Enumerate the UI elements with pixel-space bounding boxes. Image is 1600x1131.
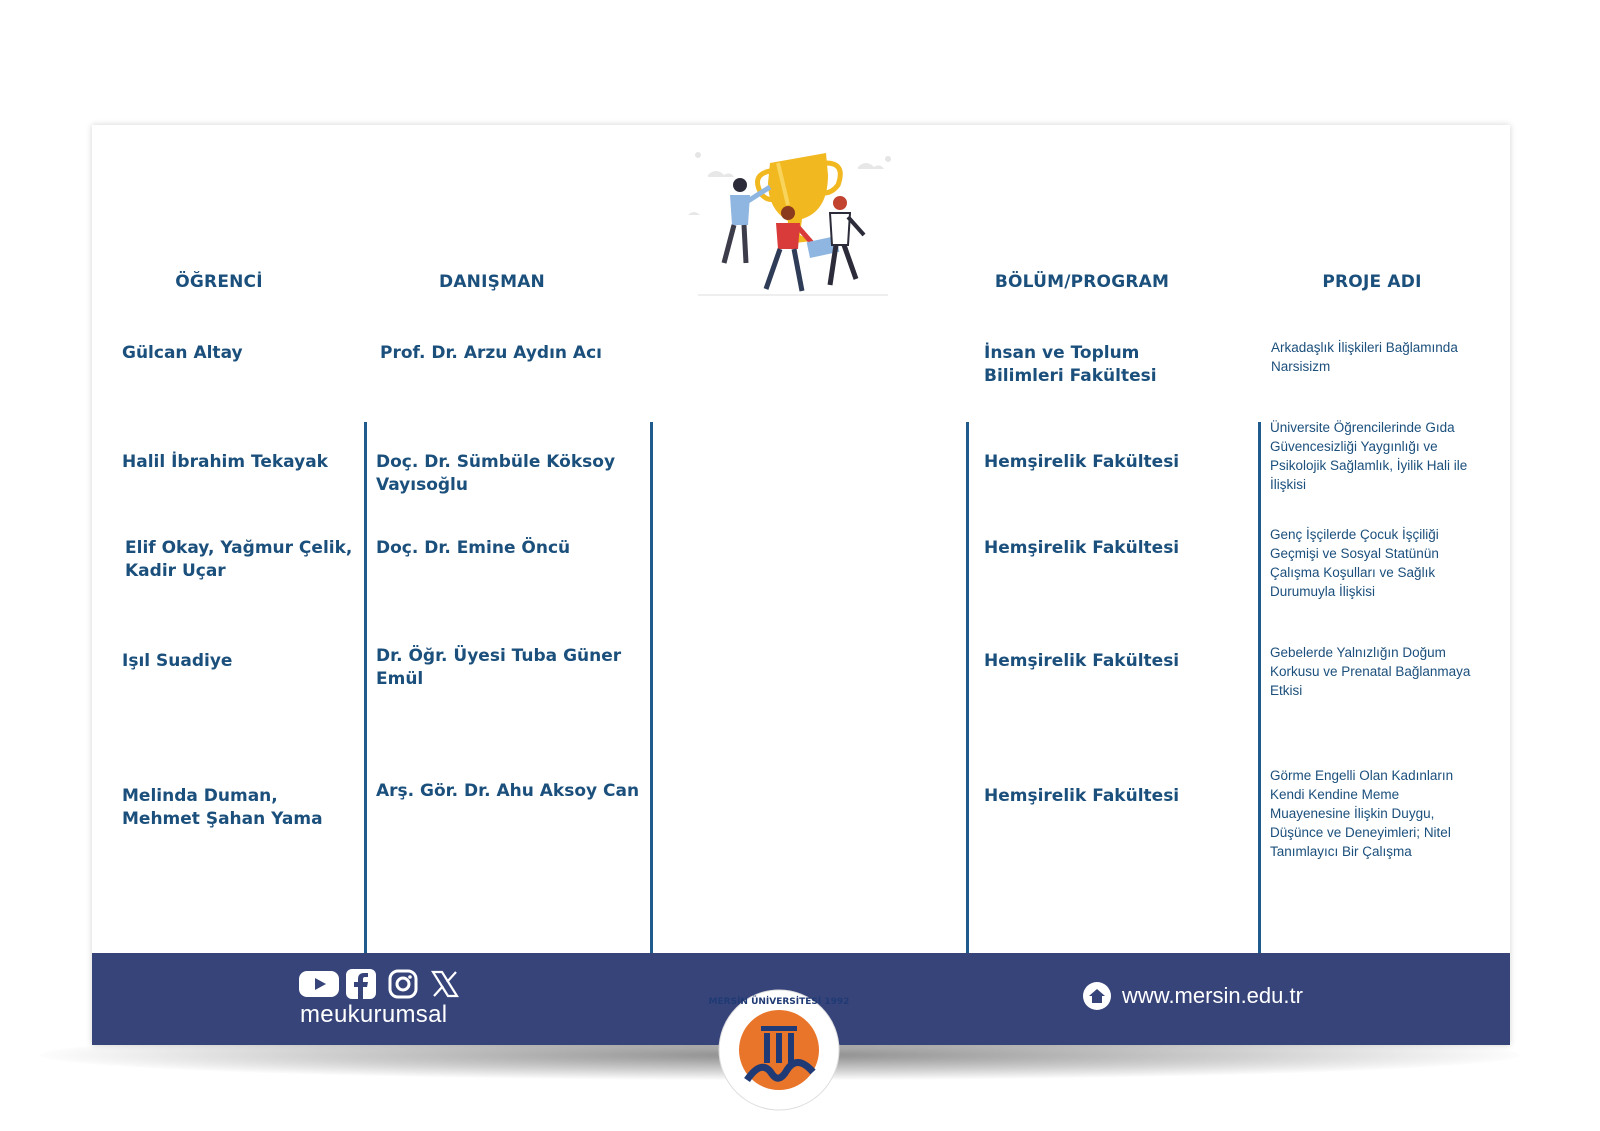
website-url: www.mersin.edu.tr <box>1122 983 1303 1008</box>
header-project: PROJE ADI <box>1322 272 1422 292</box>
department-name: Hemşirelik Fakültesi <box>984 651 1180 671</box>
trophy-illustration <box>678 145 908 297</box>
facebook-icon[interactable] <box>344 967 378 1001</box>
instagram-icon[interactable] <box>386 967 420 1001</box>
advisor-name: Doç. Dr. Sümbüle Köksoy Vayısoğlu <box>376 452 616 495</box>
project-title: Arkadaşlık İlişkileri Bağlamında Narsisizm <box>1271 340 1458 374</box>
advisor-name: Doç. Dr. Emine Öncü <box>376 538 571 558</box>
student-name: Halil İbrahim Tekayak <box>122 452 328 472</box>
university-seal-logo <box>708 988 850 1112</box>
advisor-name: Prof. Dr. Arzu Aydın Acı <box>380 343 602 363</box>
advisor-name: Dr. Öğr. Üyesi Tuba Güner Emül <box>376 646 622 689</box>
project-title: Görme Engelli Olan Kadınların Kendi Kendine Meme Muayenesine İlişkin Duygu, Düşünce ve Deneyimleri; Nitel Tanımlayıcı Bir Çalışma <box>1270 768 1454 859</box>
student-name: Gülcan Altay <box>122 343 243 363</box>
column-divider <box>1258 422 1261 1042</box>
department-name: Hemşirelik Fakültesi <box>984 786 1180 806</box>
column-divider <box>364 422 367 1042</box>
website-link[interactable] <box>1082 981 1303 1011</box>
header-student: ÖĞRENCİ <box>175 272 263 292</box>
social-icons <box>302 967 462 1001</box>
student-name: Işıl Suadiye <box>122 651 233 671</box>
project-title: Gebelerde Yalnızlığın Doğum Korkusu ve Prenatal Bağlanmaya Etkisi <box>1270 645 1471 698</box>
svg-text:MERSİN ÜNİVERSİTESİ 1992: MERSİN ÜNİVERSİTESİ 1992 <box>708 997 850 1007</box>
project-title: Üniversite Öğrencilerinde Gıda Güvencesizliği Yaygınlığı ve Psikolojik Sağlamlık, İyilik Hali ile İlişkisi <box>1270 420 1468 492</box>
column-divider <box>966 422 969 1042</box>
header-advisor: DANIŞMAN <box>439 272 545 292</box>
header-department: BÖLÜM/PROGRAM <box>994 272 1170 292</box>
home-icon <box>1082 981 1112 1011</box>
project-title: Genç İşçilerde Çocuk İşçiliği Geçmişi ve Sosyal Statünün Çalışma Koşulları ve Sağlık Durumuyla İlişkisi <box>1270 527 1439 599</box>
department-name: Hemşirelik Fakültesi <box>984 538 1180 558</box>
department-name: Hemşirelik Fakültesi <box>984 452 1180 472</box>
award-table-card <box>92 125 1510 1045</box>
column-divider <box>650 422 653 1042</box>
social-handle: meukurumsal <box>300 1001 448 1028</box>
department-name: İnsan ve Toplum Bilimleri Fakültesi <box>984 343 1157 386</box>
x-icon[interactable] <box>428 967 462 1001</box>
student-name: Melinda Duman, Mehmet Şahan Yama <box>122 786 323 829</box>
advisor-name: Arş. Gör. Dr. Ahu Aksoy Can <box>376 781 640 801</box>
student-name: Elif Okay, Yağmur Çelik, Kadir Uçar <box>125 538 353 581</box>
youtube-icon[interactable] <box>302 967 336 1001</box>
